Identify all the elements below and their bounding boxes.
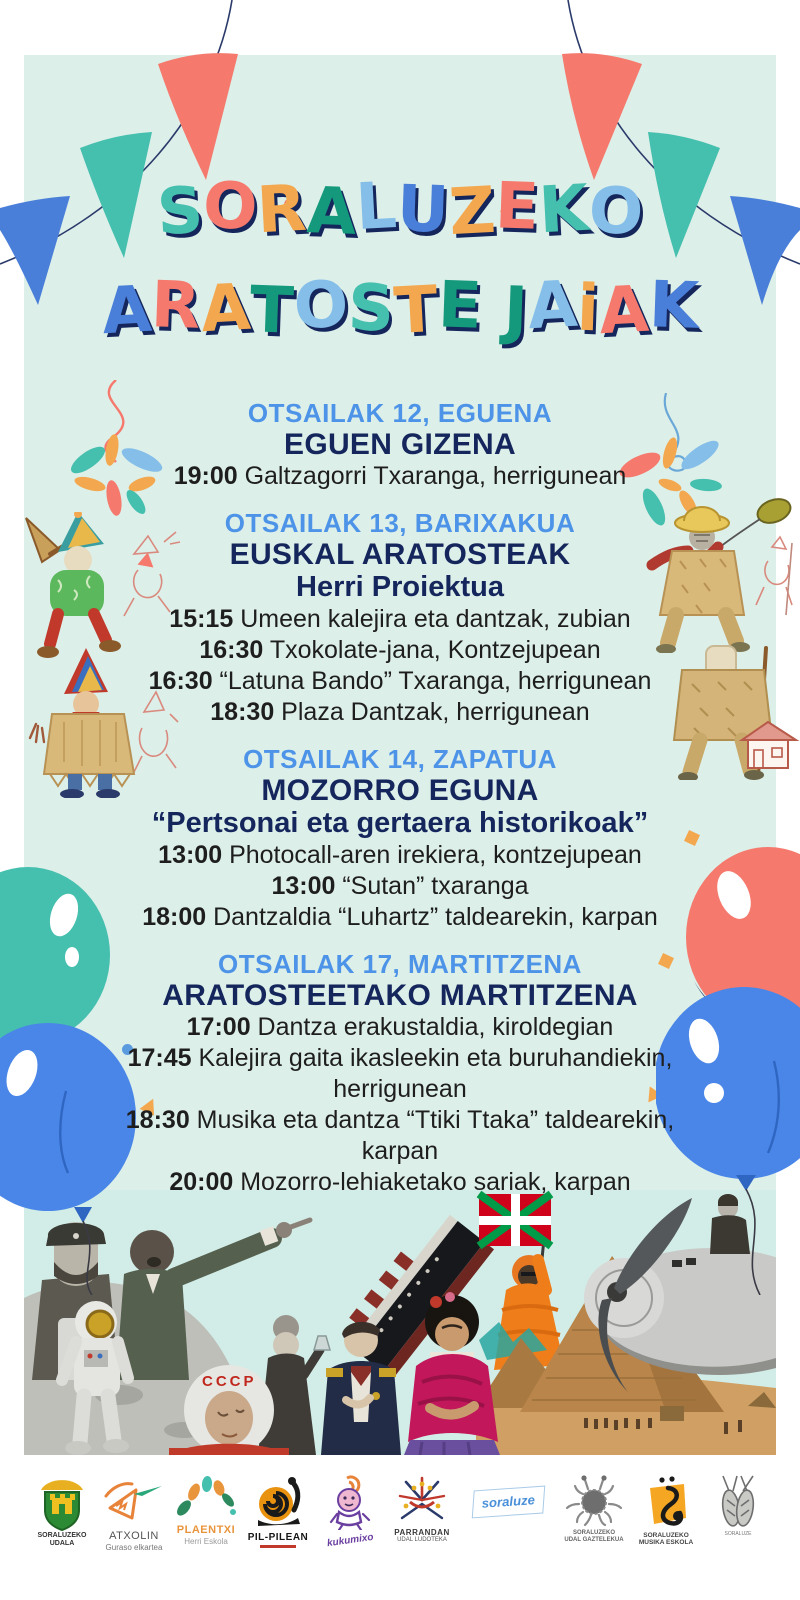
logo-pil-pilean	[242, 1474, 314, 1548]
event-description: Photocall-aren irekiera, kontzejupean	[222, 841, 642, 869]
event-time: 18:00	[142, 903, 207, 931]
title-letter: A	[305, 174, 358, 250]
logo-atxolin	[98, 1474, 170, 1552]
event-line	[113, 1105, 688, 1167]
sponsor-logos-row	[26, 1474, 774, 1552]
title-letter: U	[395, 172, 451, 248]
event-line	[113, 461, 688, 492]
logo-dantza-taldea	[702, 1474, 774, 1538]
event-time: 18:30	[125, 1106, 190, 1134]
title-letter: J	[502, 273, 529, 349]
bird-sketch-icon	[102, 1474, 166, 1530]
ballet-shoes-icon	[713, 1474, 763, 1532]
title-letter: T	[392, 272, 441, 350]
logo-caption: MUSIKA ESKOLA	[638, 1539, 694, 1547]
title-letter: O	[291, 267, 351, 345]
section-title: MOZORRO EGUNA	[261, 774, 539, 807]
kukumixo-character-icon	[325, 1474, 375, 1530]
town-hall-shield-icon	[33, 1474, 91, 1532]
event-description: Dantzaldia “Luhartz” taldearekin, karpan	[206, 903, 658, 931]
event-line	[113, 604, 688, 635]
title-letter: K	[647, 268, 700, 344]
event-time: 18:30	[210, 698, 275, 726]
schedule-section	[50, 398, 750, 492]
event-line	[113, 1043, 688, 1105]
event-line	[113, 635, 688, 666]
logo-caption: SORALUZEKO	[643, 1532, 689, 1539]
event-time: 19:00	[173, 462, 238, 490]
title-letter: R	[255, 171, 309, 249]
event-description: “Sutan” txaranga	[335, 872, 529, 900]
title-letter: K	[537, 171, 591, 249]
schedule-section	[50, 949, 750, 1198]
title-letter: T	[248, 273, 296, 349]
event-line	[113, 697, 688, 728]
event-line	[113, 1167, 688, 1198]
event-time: 13:00	[271, 872, 336, 900]
event-description: Musika eta dantza “Ttiki Ttaka” taldearekin, karpan	[189, 1106, 675, 1165]
event-description: Mozorro-lehiaketako sariak, karpan	[233, 1168, 631, 1196]
title-letter: R	[150, 268, 203, 344]
logo-accent-bar	[260, 1545, 296, 1548]
logo-soraluzeko-udala	[26, 1474, 98, 1548]
logo-caption: PLAENTXI	[176, 1524, 236, 1536]
logo-caption: UDAL LUDOTEKA	[397, 1537, 447, 1544]
section-date: OTSAILAK 17, MARTITZENA	[218, 949, 582, 979]
event-description: Umeen kalejira eta dantzak, zubian	[233, 605, 631, 633]
section-title: ARATOSTEETAKO MARTITZENA	[162, 979, 638, 1012]
section-date: OTSAILAK 14, ZAPATUA	[243, 744, 557, 774]
event-line	[113, 840, 688, 871]
logo-caption: Guraso elkartea	[105, 1542, 163, 1552]
title-letter: A	[597, 272, 651, 350]
section-date: OTSAILAK 13, BARIXAKUA	[224, 508, 576, 538]
section-date: OTSAILAK 12, EGUENA	[247, 398, 553, 428]
schedule	[50, 398, 750, 1214]
logo-plaentxi	[170, 1474, 242, 1546]
event-description: “Latuna Bando” Txaranga, herrigunean	[212, 667, 652, 695]
event-time: 13:00	[158, 841, 223, 869]
logo-caption: SORALUZEKO	[573, 1530, 615, 1536]
snail-icon	[250, 1474, 306, 1532]
section-subtitle: “Pertsonai eta gertaera historikoak”	[151, 807, 649, 839]
logo-kukumixo	[314, 1474, 386, 1548]
event-description: Kalejira gaita ikasleekin eta buruhandiekin, herrigunean	[191, 1044, 673, 1103]
logo-caption: PARRANDAN	[394, 1528, 450, 1537]
logo-caption: PIL-PILEAN	[247, 1532, 309, 1543]
section-title: EUSKAL ARATOSTEAK	[229, 538, 571, 571]
title-letter: L	[354, 168, 399, 246]
title-letter: A	[100, 272, 154, 350]
logo-musika-eskola	[630, 1474, 702, 1547]
petals-icon	[174, 1474, 238, 1524]
logo-caption: UDALA	[49, 1540, 75, 1548]
logo-caption: SORALUZE	[724, 1531, 752, 1537]
title-letter: A	[525, 267, 579, 345]
title-letter: S	[346, 271, 396, 347]
title-letter: i	[575, 271, 601, 347]
event-description: Txokolate-jana, Kontzejupean	[263, 636, 601, 664]
schedule-section	[50, 508, 750, 728]
svg-text:CCCP: CCCP	[202, 1373, 257, 1390]
logo-caption: soraluze	[480, 1492, 536, 1511]
logo-udal-gaztelekua	[558, 1474, 630, 1544]
event-time: 17:45	[127, 1044, 192, 1072]
section-title: EGUEN GIZENA	[284, 428, 516, 461]
event-time: 17:00	[186, 1013, 251, 1041]
confetti-burst-icon	[392, 1474, 452, 1528]
title-letter: E	[436, 268, 484, 344]
event-description: Plaza Dantzak, herrigunean	[274, 698, 590, 726]
title-line-2	[24, 265, 776, 368]
title-letter: Z	[447, 173, 498, 251]
title-letter: E	[494, 169, 541, 245]
logo-caption: SORALUZEKO	[37, 1532, 87, 1539]
logo-caption: kukumixo	[326, 1531, 374, 1550]
title-letter: S	[155, 173, 206, 251]
title-letter: O	[587, 174, 645, 250]
event-description: Dantza erakustaldia, kiroldegian	[250, 1013, 614, 1041]
title-letter: O	[201, 169, 259, 245]
title-line-1	[24, 166, 776, 269]
poster-title	[24, 166, 776, 368]
event-time: 16:30	[199, 636, 264, 664]
music-clef-icon	[640, 1474, 692, 1532]
title-letter: A	[198, 270, 253, 348]
sketched-banner-icon	[471, 1486, 544, 1519]
event-time: 20:00	[169, 1168, 234, 1196]
event-line	[113, 902, 688, 933]
event-line	[113, 871, 688, 902]
event-line	[113, 1012, 688, 1043]
event-line	[113, 666, 688, 697]
event-description: Galtzagorri Txaranga, herrigunean	[237, 462, 627, 490]
event-time: 16:30	[148, 667, 213, 695]
doodle-sun-icon	[565, 1474, 623, 1530]
logo-parrandan	[386, 1474, 458, 1544]
schedule-section	[50, 744, 750, 933]
section-subtitle: Herri Proiektua	[296, 571, 504, 603]
logo-soraluze	[458, 1474, 558, 1516]
event-time: 15:15	[169, 605, 234, 633]
logo-caption: ATXOLIN	[109, 1530, 159, 1542]
logo-caption: UDAL GAZTELEKUA	[564, 1536, 624, 1543]
logo-caption: Herri Eskola	[184, 1536, 228, 1546]
